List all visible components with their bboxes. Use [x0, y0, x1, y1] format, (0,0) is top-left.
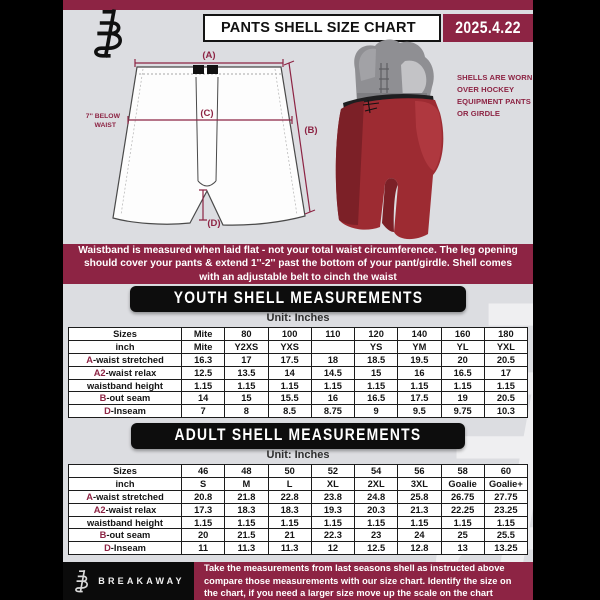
measurement-row-label — [69, 542, 182, 555]
value-cell: 12.8 — [398, 542, 441, 555]
value-cell: 9 — [355, 405, 398, 418]
adult-title-label: ADULT SHELL MEASUREMENTS — [174, 426, 422, 444]
measurement-row-label — [69, 516, 182, 529]
value-cell: 11 — [182, 542, 225, 555]
breakaway-logo-icon — [72, 569, 92, 593]
size-header-cell: 110 — [311, 328, 354, 341]
value-cell: 14 — [268, 366, 311, 379]
value-cell: 17.3 — [182, 503, 225, 516]
value-cell: 16.5 — [441, 366, 484, 379]
footer-note-text: Take the measurements from last seasons shell as instructed above compare those measurements with our size chart. Identify the size on the chart, if you need a larger size move up the scale on the chart — [204, 563, 512, 599]
measure-name: -waist relax — [105, 504, 157, 515]
measurement-row-label — [69, 379, 182, 392]
value-cell: 27.75 — [484, 490, 527, 503]
measure-name: -out seam — [106, 530, 151, 541]
value-cell: 1.15 — [182, 516, 225, 529]
value-cell: 1.15 — [225, 379, 268, 392]
value-cell: 1.15 — [398, 379, 441, 392]
size-header-cell: Goalie — [441, 477, 484, 490]
value-cell: 9.5 — [398, 405, 441, 418]
value-cell: 23.8 — [311, 490, 354, 503]
value-cell: 18.5 — [355, 353, 398, 366]
value-cell: 11.3 — [225, 542, 268, 555]
size-header-cell: 180 — [484, 328, 527, 341]
size-header-cell: XL — [311, 477, 354, 490]
measure-letter: B — [99, 530, 107, 541]
size-header-cell: YXL — [484, 340, 527, 353]
table-row — [69, 490, 528, 503]
size-header-cell: Mite — [182, 340, 225, 353]
value-cell: 20 — [441, 353, 484, 366]
size-header-cell: 50 — [268, 465, 311, 478]
table-row — [69, 392, 528, 405]
size-header-cell: YL — [441, 340, 484, 353]
value-cell: 21.5 — [225, 529, 268, 542]
value-cell: 20.8 — [182, 490, 225, 503]
info-banner — [63, 244, 533, 284]
measure-name: -waist stretched — [92, 354, 164, 365]
value-cell: 1.15 — [182, 379, 225, 392]
value-cell: 22.25 — [441, 503, 484, 516]
shorts-outline — [113, 67, 305, 225]
size-header-cell: 120 — [355, 328, 398, 341]
size-header-cell: M — [225, 477, 268, 490]
header-row-label: inch — [69, 477, 182, 490]
size-header-cell: 3XL — [398, 477, 441, 490]
value-cell: 1.15 — [225, 516, 268, 529]
shell-product-photo — [335, 37, 460, 242]
measurement-row-label — [69, 529, 182, 542]
value-cell: 12.5 — [182, 366, 225, 379]
value-cell: 1.15 — [355, 379, 398, 392]
measure-letter: D — [104, 543, 111, 554]
measure-name: waistband height — [87, 517, 163, 528]
size-header-cell: 140 — [398, 328, 441, 341]
measure-name: waistband height — [87, 380, 163, 391]
value-cell: 20.5 — [484, 353, 527, 366]
waist-note-line2: WAIST — [94, 122, 116, 129]
size-header-cell: YS — [355, 340, 398, 353]
belt-buckle-icon — [207, 65, 218, 74]
value-cell: 25.5 — [484, 529, 527, 542]
size-header-cell — [311, 340, 354, 353]
value-cell: 1.15 — [311, 516, 354, 529]
measure-label-a: (A) — [202, 50, 216, 61]
value-cell: 10.3 — [484, 405, 527, 418]
value-cell: 16 — [311, 392, 354, 405]
value-cell: 18.3 — [225, 503, 268, 516]
value-cell: 12 — [311, 542, 354, 555]
size-header-cell: 100 — [268, 328, 311, 341]
size-header-cell: 2XL — [355, 477, 398, 490]
size-header-cell: 60 — [484, 465, 527, 478]
measure-letter: A2 — [93, 504, 106, 515]
footer-brand — [63, 562, 194, 600]
measure-letter: B — [99, 393, 107, 404]
red-shell-pants — [336, 94, 444, 239]
value-cell: 18 — [311, 353, 354, 366]
value-cell: 23.25 — [484, 503, 527, 516]
value-cell: 18.3 — [268, 503, 311, 516]
measure-label-c: (C) — [200, 108, 214, 119]
value-cell: 17 — [484, 366, 527, 379]
value-cell: 20 — [182, 529, 225, 542]
measurement-row-label — [69, 392, 182, 405]
size-header-cell: 80 — [225, 328, 268, 341]
value-cell: 1.15 — [268, 516, 311, 529]
header-row-label: inch — [69, 340, 182, 353]
value-cell: 21.3 — [398, 503, 441, 516]
value-cell: 21 — [268, 529, 311, 542]
value-cell: 20.3 — [355, 503, 398, 516]
table-header-row — [69, 465, 528, 478]
measure-label-b: (B) — [304, 125, 318, 136]
value-cell: 17.5 — [268, 353, 311, 366]
value-cell: 13.25 — [484, 542, 527, 555]
value-cell: 9.75 — [441, 405, 484, 418]
value-cell: 22.8 — [268, 490, 311, 503]
table-row — [69, 353, 528, 366]
size-header-cell: YXS — [268, 340, 311, 353]
value-cell: 19.5 — [398, 353, 441, 366]
value-cell: 7 — [182, 405, 225, 418]
size-header-cell: YM — [398, 340, 441, 353]
value-cell: 22.3 — [311, 529, 354, 542]
measure-label-d: (D) — [207, 218, 221, 229]
measure-name: -waist stretched — [92, 491, 164, 502]
value-cell: 1.15 — [311, 379, 354, 392]
measure-name: -Inseam — [110, 406, 146, 417]
value-cell: 14 — [182, 392, 225, 405]
table-header-row — [69, 477, 528, 490]
value-cell: 21.8 — [225, 490, 268, 503]
youth-section-title — [63, 286, 533, 312]
value-cell: 1.15 — [398, 516, 441, 529]
value-cell: 20.5 — [484, 392, 527, 405]
measurement-row-label — [69, 503, 182, 516]
value-cell: 17.5 — [398, 392, 441, 405]
table-row — [69, 366, 528, 379]
value-cell: 11.3 — [268, 542, 311, 555]
measure-name: -waist relax — [105, 367, 157, 378]
date-label: 2025.4.22 — [455, 18, 521, 37]
size-header-cell: S — [182, 477, 225, 490]
adult-section-title — [63, 423, 533, 449]
value-cell: 19 — [441, 392, 484, 405]
table-row — [69, 405, 528, 418]
value-cell: 19.3 — [311, 503, 354, 516]
value-cell: 13.5 — [225, 366, 268, 379]
adult-unit-label: Unit: Inches — [266, 449, 330, 461]
table-header-row — [69, 340, 528, 353]
header-row-label: Sizes — [69, 465, 182, 478]
value-cell: 1.15 — [441, 516, 484, 529]
value-cell: 15 — [355, 366, 398, 379]
measurement-row-label — [69, 366, 182, 379]
size-header-cell: 54 — [355, 465, 398, 478]
measurement-row-label — [69, 405, 182, 418]
value-cell: 14.5 — [311, 366, 354, 379]
value-cell: 1.15 — [355, 516, 398, 529]
value-cell: 23 — [355, 529, 398, 542]
measurement-row-label — [69, 353, 182, 366]
value-cell: 1.15 — [484, 516, 527, 529]
size-header-cell: 52 — [311, 465, 354, 478]
header-row-label: Sizes — [69, 328, 182, 341]
table-row — [69, 503, 528, 516]
table-row — [69, 542, 528, 555]
table-row — [69, 516, 528, 529]
value-cell: 8.75 — [311, 405, 354, 418]
size-header-cell: 48 — [225, 465, 268, 478]
value-cell: 12.5 — [355, 542, 398, 555]
value-cell: 16.5 — [355, 392, 398, 405]
size-chart-page — [63, 0, 533, 600]
size-header-cell: 160 — [441, 328, 484, 341]
value-cell: 24.8 — [355, 490, 398, 503]
measurement-row-label — [69, 490, 182, 503]
value-cell: 13 — [441, 542, 484, 555]
info-banner-text: Waistband is measured when laid flat - not your total waist circumference. The leg opening should cover your pants & extend 1''-2'' past the bottom of your pant/girdle. Shell comes with an adjustable belt to cinch the waist — [78, 245, 518, 283]
value-cell: 16.3 — [182, 353, 225, 366]
value-cell: 1.15 — [441, 379, 484, 392]
measure-name: -Inseam — [110, 543, 146, 554]
photo-caption: SHELLS ARE WORN OVER HOCKEY EQUIPMENT PANTS OR GIRDLE — [457, 73, 533, 119]
page-title: PANTS SHELL SIZE CHART — [221, 20, 416, 36]
value-cell: 25.8 — [398, 490, 441, 503]
value-cell: 15 — [225, 392, 268, 405]
footer-note-box — [194, 562, 533, 600]
measure-letter: A — [86, 354, 93, 365]
waist-note-line1: 7'' BELOW — [85, 113, 120, 120]
size-header-cell: 46 — [182, 465, 225, 478]
measure-letter: A2 — [93, 367, 106, 378]
value-cell: 16 — [398, 366, 441, 379]
brand-name: BREAKAWAY — [98, 576, 185, 586]
table-header-row — [69, 328, 528, 341]
size-header-cell: 58 — [441, 465, 484, 478]
footer — [63, 562, 533, 600]
youth-unit-label: Unit: Inches — [266, 312, 330, 324]
value-cell: 8 — [225, 405, 268, 418]
measure-name: -out seam — [106, 393, 151, 404]
size-header-cell: L — [268, 477, 311, 490]
size-header-cell: 56 — [398, 465, 441, 478]
value-cell: 1.15 — [268, 379, 311, 392]
value-cell: 26.75 — [441, 490, 484, 503]
table-row — [69, 529, 528, 542]
measure-letter: A — [86, 491, 93, 502]
value-cell: 1.15 — [484, 379, 527, 392]
measure-letter: D — [104, 406, 111, 417]
belt-buckle-icon — [193, 65, 204, 74]
size-header-cell: Mite — [182, 328, 225, 341]
youth-measurements-table — [68, 327, 528, 418]
adult-measurements-table — [68, 464, 528, 555]
value-cell: 17 — [225, 353, 268, 366]
table-row — [69, 379, 528, 392]
size-header-cell: Y2XS — [225, 340, 268, 353]
size-header-cell: Goalie+ — [484, 477, 527, 490]
value-cell: 15.5 — [268, 392, 311, 405]
value-cell: 8.5 — [268, 405, 311, 418]
youth-title-label: YOUTH SHELL MEASUREMENTS — [173, 289, 423, 307]
value-cell: 24 — [398, 529, 441, 542]
shell-measurement-diagram — [83, 50, 323, 235]
value-cell: 25 — [441, 529, 484, 542]
